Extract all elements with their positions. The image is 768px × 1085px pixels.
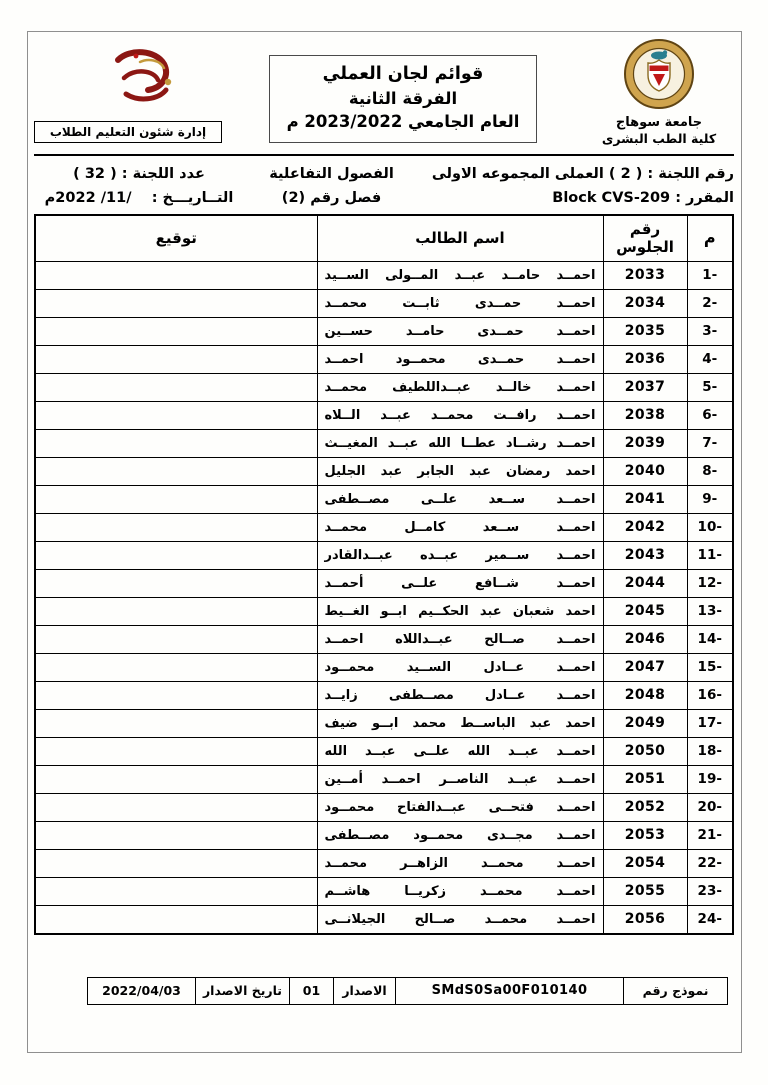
grade-title: الفرقة الثانية bbox=[348, 88, 458, 108]
student-name: احمــد محمــد صــالح الجيلانــى bbox=[317, 905, 603, 934]
signature-cell bbox=[35, 569, 317, 597]
student-row bbox=[35, 569, 733, 597]
row-number: 13- bbox=[687, 597, 733, 625]
student-row bbox=[35, 737, 733, 765]
signature-cell bbox=[35, 709, 317, 737]
signature-cell bbox=[35, 485, 317, 513]
signature-cell bbox=[35, 373, 317, 401]
seat-number: 2052 bbox=[603, 793, 687, 821]
student-row bbox=[35, 597, 733, 625]
faculty-name: كلية الطب البشرى bbox=[601, 130, 717, 146]
student-row bbox=[35, 261, 733, 289]
student-name: احمــد شــافع علــى أحمــد bbox=[317, 569, 603, 597]
seat-number: 2036 bbox=[603, 345, 687, 373]
row-number: 14- bbox=[687, 625, 733, 653]
signature-cell bbox=[35, 821, 317, 849]
student-row bbox=[35, 625, 733, 653]
student-row bbox=[35, 457, 733, 485]
header-signature: توقيع bbox=[35, 215, 317, 261]
student-name: احمــد مجــدى محمــود مصــطفى bbox=[317, 821, 603, 849]
form-number-code: SMdS0Sa00F010140 bbox=[396, 977, 624, 1004]
signature-cell bbox=[35, 261, 317, 289]
seat-number: 2051 bbox=[603, 765, 687, 793]
row-number: 6- bbox=[687, 401, 733, 429]
seat-number: 2039 bbox=[603, 429, 687, 457]
student-row bbox=[35, 373, 733, 401]
seat-number: 2040 bbox=[603, 457, 687, 485]
class-number: فصل رقم (2) bbox=[281, 190, 382, 206]
student-name: احمــد ســمير عبــده عبــدالقادر bbox=[317, 541, 603, 569]
signature-cell bbox=[35, 401, 317, 429]
university-block bbox=[584, 38, 734, 146]
student-name: احمــد ســعد كامــل محمــد bbox=[317, 513, 603, 541]
seat-number: 2056 bbox=[603, 905, 687, 934]
committee-number: رقم اللجنة : ( 2 ) العملى المجموعه الاولى bbox=[431, 166, 734, 182]
sohag-university-seal-icon bbox=[70, 99, 186, 118]
student-name: احمــد محمــد الزاهــر محمــد bbox=[317, 849, 603, 877]
student-name: احمــد عــادل مصــطفى زايــد bbox=[317, 681, 603, 709]
seat-number: 2053 bbox=[603, 821, 687, 849]
seat-number: 2043 bbox=[603, 541, 687, 569]
form-footer-table bbox=[87, 977, 728, 1005]
student-name: احمــد حمــدى حامــد حســين bbox=[317, 317, 603, 345]
academic-year: العام الجامعي 2023/2022 م bbox=[286, 111, 520, 131]
seat-number: 2041 bbox=[603, 485, 687, 513]
row-number: 7- bbox=[687, 429, 733, 457]
signature-cell bbox=[35, 457, 317, 485]
student-name: احمــد حمــدى محمــود احمــد bbox=[317, 345, 603, 373]
signature-cell bbox=[35, 345, 317, 373]
seat-number: 2042 bbox=[603, 513, 687, 541]
signature-cell bbox=[35, 541, 317, 569]
version-label: الاصدار bbox=[334, 977, 396, 1004]
row-number: 11- bbox=[687, 541, 733, 569]
student-row bbox=[35, 653, 733, 681]
student-name: احمد عبد الباســط محمد ابــو ضيف bbox=[317, 709, 603, 737]
seat-number: 2048 bbox=[603, 681, 687, 709]
signature-cell bbox=[35, 793, 317, 821]
department-block bbox=[34, 38, 222, 143]
row-number: 4- bbox=[687, 345, 733, 373]
course-name: المقرر : Block CVS-209 bbox=[552, 190, 734, 206]
signature-cell bbox=[35, 317, 317, 345]
header-student-name: اسم الطالب bbox=[317, 215, 603, 261]
document-title: قوائم لجان العملي bbox=[322, 64, 484, 84]
row-number: 18- bbox=[687, 737, 733, 765]
row-number: 24- bbox=[687, 905, 733, 934]
signature-cell bbox=[35, 737, 317, 765]
students-table-header bbox=[35, 215, 733, 261]
row-number: 19- bbox=[687, 765, 733, 793]
student-name: احمــد فتحــى عبــدالفتاح محمــود bbox=[317, 793, 603, 821]
header-serial: م bbox=[687, 215, 733, 261]
seat-number: 2035 bbox=[603, 317, 687, 345]
row-number: 10- bbox=[687, 513, 733, 541]
signature-cell bbox=[35, 289, 317, 317]
row-number: 5- bbox=[687, 373, 733, 401]
seat-number: 2046 bbox=[603, 625, 687, 653]
student-row bbox=[35, 317, 733, 345]
university-name: جامعة سوهاج bbox=[615, 115, 703, 130]
form-number-label: نموذج رقم bbox=[624, 977, 728, 1004]
students-table bbox=[34, 214, 734, 935]
header bbox=[34, 38, 734, 152]
signature-cell bbox=[35, 877, 317, 905]
student-row bbox=[35, 513, 733, 541]
signature-cell bbox=[35, 429, 317, 457]
student-name: احمــد خالــد عبــداللطيف محمــد bbox=[317, 373, 603, 401]
student-row bbox=[35, 793, 733, 821]
seat-number: 2047 bbox=[603, 653, 687, 681]
student-row bbox=[35, 289, 733, 317]
student-row bbox=[35, 709, 733, 737]
seat-number: 2045 bbox=[603, 597, 687, 625]
student-row bbox=[35, 905, 733, 934]
header-seat-number: رقم الجلوس bbox=[603, 215, 687, 261]
title-box bbox=[269, 55, 537, 143]
student-row bbox=[35, 821, 733, 849]
row-number: 17- bbox=[687, 709, 733, 737]
seat-number: 2044 bbox=[603, 569, 687, 597]
student-name: احمــد رشــاد عطــا الله عبــد المغيــث bbox=[317, 429, 603, 457]
student-name: احمــد عبــد الناصــر احمــد أمــين bbox=[317, 765, 603, 793]
student-name: احمــد رافــت محمــد عبــد الــلاه bbox=[317, 401, 603, 429]
student-name: احمــد حامــد عبــد المــولى الســيد bbox=[317, 261, 603, 289]
seat-number: 2038 bbox=[603, 401, 687, 429]
student-row bbox=[35, 681, 733, 709]
seat-number: 2034 bbox=[603, 289, 687, 317]
student-name: احمد رمضان عبد الجابر عبد الجليل bbox=[317, 457, 603, 485]
student-row bbox=[35, 429, 733, 457]
row-number: 8- bbox=[687, 457, 733, 485]
student-name: احمــد صــالح عبــداللاه احمــد bbox=[317, 625, 603, 653]
student-row bbox=[35, 765, 733, 793]
row-number: 1- bbox=[687, 261, 733, 289]
signature-cell bbox=[35, 681, 317, 709]
exam-date: التــاريـــخ : /11/ 2022م bbox=[44, 190, 234, 206]
student-row bbox=[35, 401, 733, 429]
student-name: احمــد عبــد الله علــى عبــد الله bbox=[317, 737, 603, 765]
seat-number: 2049 bbox=[603, 709, 687, 737]
student-row bbox=[35, 849, 733, 877]
committee-count: عدد اللجنة : ( 32 ) bbox=[73, 166, 205, 182]
seat-number: 2033 bbox=[603, 261, 687, 289]
info-row-1 bbox=[34, 166, 734, 182]
student-name: احمــد ســعد علــى مصــطفى bbox=[317, 485, 603, 513]
signature-cell bbox=[35, 765, 317, 793]
faculty-emblem-logo-icon bbox=[623, 95, 695, 114]
signature-cell bbox=[35, 597, 317, 625]
student-name: احمــد حمــدى ثابــت محمــد bbox=[317, 289, 603, 317]
student-row bbox=[35, 485, 733, 513]
row-number: 21- bbox=[687, 821, 733, 849]
header-divider bbox=[34, 154, 734, 156]
department-box: إدارة شئون التعليم الطلاب bbox=[34, 121, 222, 143]
seat-number: 2037 bbox=[603, 373, 687, 401]
row-number: 22- bbox=[687, 849, 733, 877]
info-section bbox=[34, 166, 734, 206]
signature-cell bbox=[35, 625, 317, 653]
row-number: 12- bbox=[687, 569, 733, 597]
student-row bbox=[35, 541, 733, 569]
seat-number: 2050 bbox=[603, 737, 687, 765]
interactive-classes-label: الفصول التفاعلية bbox=[269, 166, 394, 182]
row-number: 2- bbox=[687, 289, 733, 317]
version-value: 01 bbox=[290, 977, 334, 1004]
student-name: احمــد محمــد زكريــا هاشــم bbox=[317, 877, 603, 905]
students-tbody bbox=[35, 261, 733, 934]
row-number: 3- bbox=[687, 317, 733, 345]
student-row bbox=[35, 877, 733, 905]
signature-cell bbox=[35, 905, 317, 934]
signature-cell bbox=[35, 653, 317, 681]
student-name: احمد شعبان عبد الحكــيم ابــو الغــيط bbox=[317, 597, 603, 625]
student-name: احمــد عــادل الســيد محمــود bbox=[317, 653, 603, 681]
row-number: 20- bbox=[687, 793, 733, 821]
info-row-2 bbox=[34, 190, 734, 206]
issue-date-value: 2022/04/03 bbox=[88, 977, 196, 1004]
row-number: 16- bbox=[687, 681, 733, 709]
row-number: 9- bbox=[687, 485, 733, 513]
signature-cell bbox=[35, 513, 317, 541]
signature-cell bbox=[35, 849, 317, 877]
student-row bbox=[35, 345, 733, 373]
seat-number: 2054 bbox=[603, 849, 687, 877]
issue-date-label: تاريخ الاصدار bbox=[196, 977, 290, 1004]
row-number: 15- bbox=[687, 653, 733, 681]
seat-number: 2055 bbox=[603, 877, 687, 905]
row-number: 23- bbox=[687, 877, 733, 905]
